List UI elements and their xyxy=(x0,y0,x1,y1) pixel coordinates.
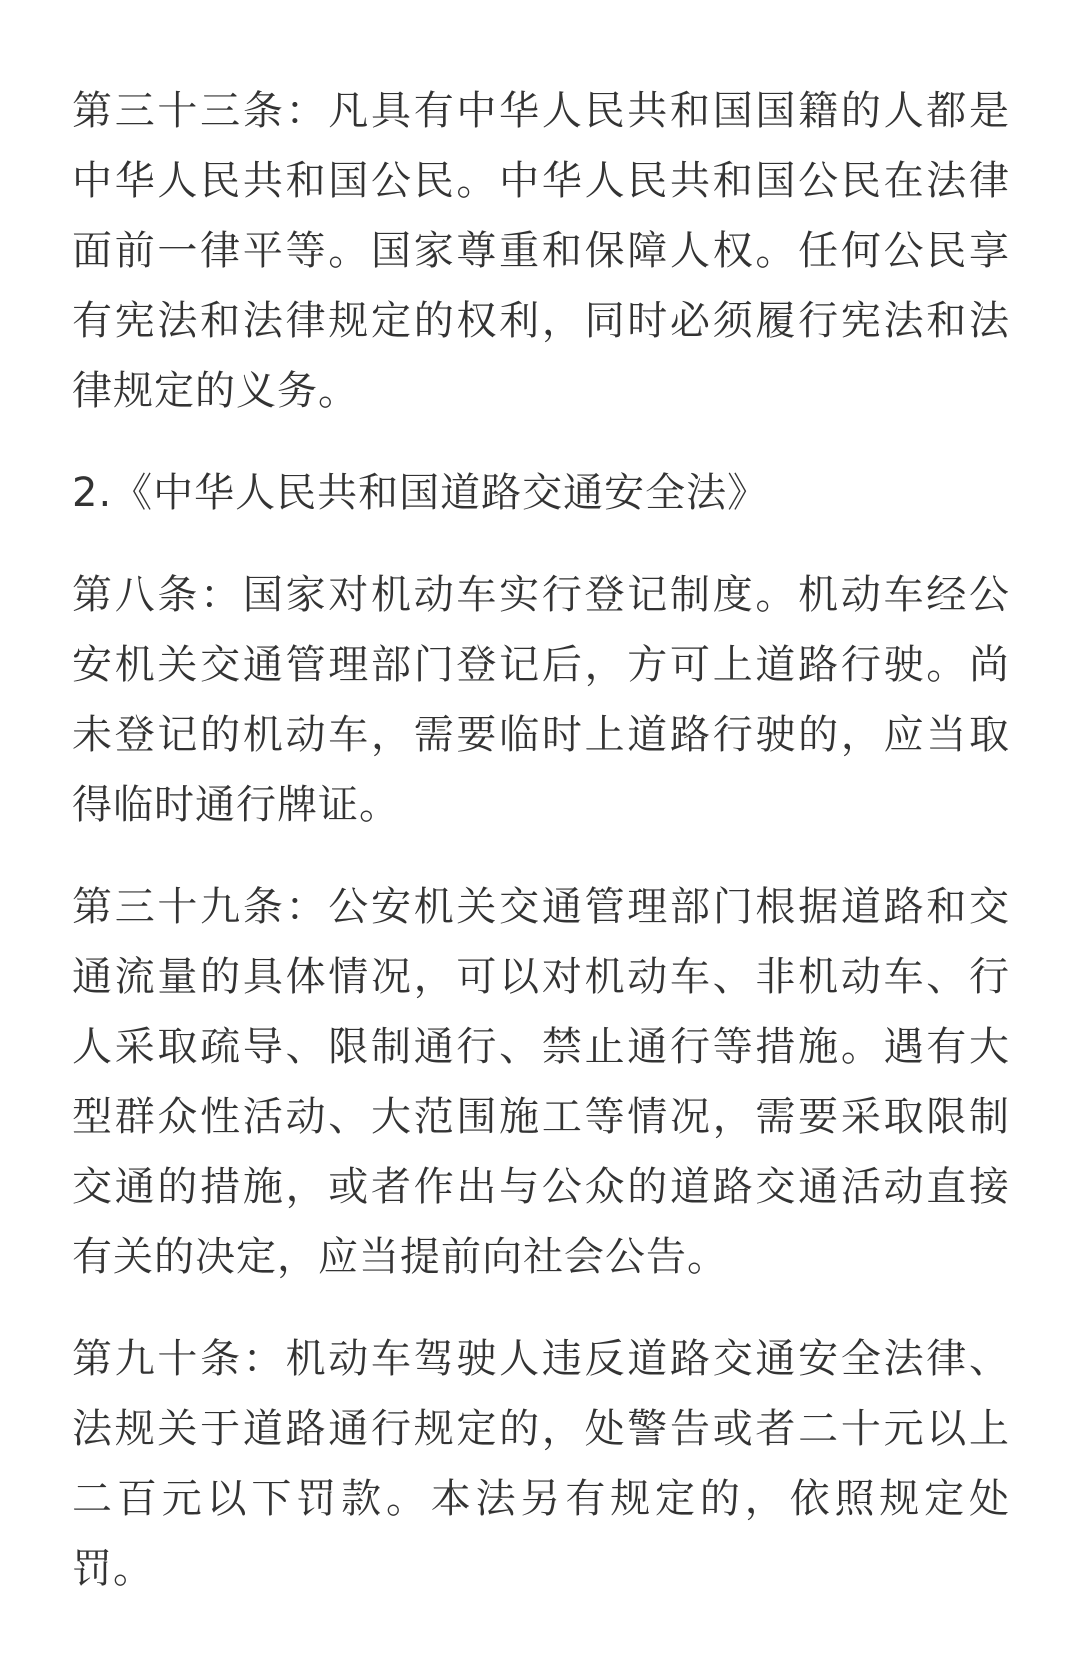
article-text xyxy=(72,76,1010,1604)
section-title-road-traffic-safety-law: 2.《中华人民共和国道路交通安全法》 xyxy=(72,470,769,516)
article-39-paragraph: 第三十九条：公安机关交通管理部门根据道路和交通流量的具体情况，可以对机动车、非机动车、行人采取疏导、限制通行、禁止通行等措施。遇有大型群众性活动、大范围施工等情况，需要采取限制交通的措施，或者作出与公众的道路交通活动直接有关的决定，应当提前向社会公告。 xyxy=(72,884,1010,1280)
article-8-paragraph: 第八条：国家对机动车实行登记制度。机动车经公安机关交通管理部门登记后，方可上道路行驶。尚未登记的机动车，需要临时上道路行驶的，应当取得临时通行牌证。 xyxy=(72,572,1010,828)
article-33-paragraph: 第三十三条：凡具有中华人民共和国国籍的人都是中华人民共和国公民。中华人民共和国公民在法律面前一律平等。国家尊重和保障人权。任何公民享有宪法和法律规定的权利，同时必须履行宪法和法律规定的义务。 xyxy=(72,88,1010,414)
article-90-paragraph: 第九十条：机动车驾驶人违反道路交通安全法律、法规关于道路通行规定的，处警告或者二十元以上二百元以下罚款。本法另有规定的，依照规定处罚。 xyxy=(72,1336,1010,1592)
